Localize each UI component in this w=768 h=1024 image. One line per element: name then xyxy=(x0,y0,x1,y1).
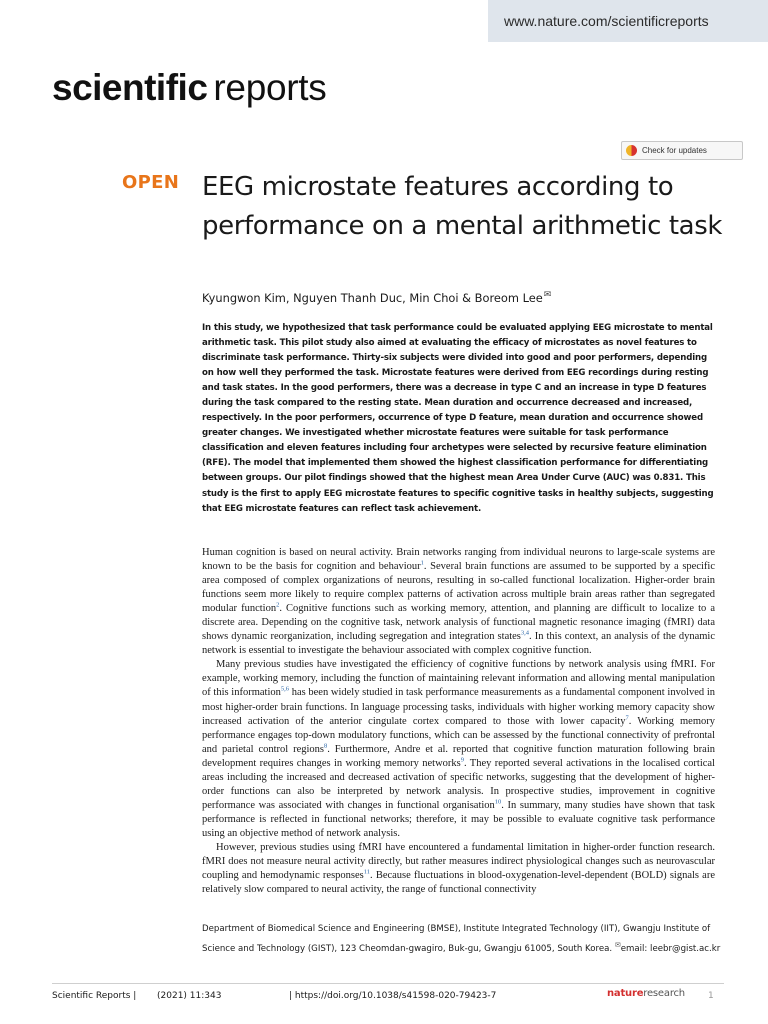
citation-link[interactable]: 9 xyxy=(460,756,464,764)
citation-link[interactable]: 8 xyxy=(324,742,328,750)
crossmark-icon xyxy=(626,145,637,156)
check-for-updates-button[interactable] xyxy=(621,141,743,160)
citation-link[interactable]: 1 xyxy=(420,559,424,567)
open-access-badge: OPEN xyxy=(122,172,180,193)
abstract: In this study, we hypothesized that task performance could be evaluated applying EEG microstate to mental arithmetic task. This pilot study also aimed at evaluating the efficacy of microstates as novel features to discriminate task performance. Thirty-six subjects were divided into good and poor performers, depending on how well they performed the task. Microstate features were derived from EEG recordings during resting and task states. In the good performers, there was a decrease in type C and an increase in type D features during the task compared to the resting state. Mean duration and occurrence decreased and increased, respectively. In the poor performers, occurrence of type D feature, mean duration and occurrence showed greater changes. We investigated whether microstate features were suitable for task performance classification and eleven features including four archetypes were selected by recursive feature elimination (RFE). The model that implemented them showed the highest classification performance for differentiating between groups. Our pilot findings showed that the highest mean Area Under Curve (AUC) was 0.831. This study is the first to apply EEG microstate features to specific cognitive tasks in healthy subjects, suggesting that EEG microstate features can reflect task achievement. xyxy=(202,323,714,514)
check-for-updates-label: Check for updates xyxy=(642,146,707,155)
body-paragraph-2: Many previous studies have investigated the efficiency of cognitive functions by network analysis using fMRI. For example, working memory, including the function of maintaining relevant information and allowing mental manipulation of this information$^{5,6}$ has been widely studied in task performance measurements as a fundamental component involved in most higher-order brain functions. In language processing tasks, individuals with higher working memory capacity show increased activation of the anterior cingulate cortex compared to those with lower capacity$^7$. Working memory performance engages top-down modulatory functions, which can be assessed by the functional connectivity of prefrontal and parietal control regions$^8$. Furthermore, Andre et al. reported that cognitive function maturation following brain development requires changes in working memory networks$^9$. They reported several activations in the localised cortical areas including the increased and decreased activation of specific networks, suggesting that the development of higher-order functions can also be interpreted by network analysis. In prospective studies, improvement in cognitive performance was associated with changes in functional organisation$^{10}$. In summary, many studies have shown that task performance is reflected in functional networks; therefore, it may be possible to evaluate cognitive task performance using an objective method of network analysis. xyxy=(202,659,716,839)
body-paragraph-1: Human cognition is based on neural activity. Brain networks ranging from individual neurons to large-scale systems are known to be the basis for cognition and behaviour$^1$. Several brain functions are assumed to be supported by a specific area composed of complex organizations of neurons, resulting in so-called functional localization. Higher-order brain functions seem more likely to require complex patterns of activation across multiple brain areas rather than segregated modular function$^2$. Cognitive functions such as working memory, attention, and planning are difficult to localize to a discrete area. Depending on the cognitive task, network analysis of functional magnetic resonance imaging (fMRI) data shows dynamic reorganization, including segregation and integration states$^{3,4}$. In this context, an analysis of the dynamic network is essential to investigate the behaviour associated with complex cognitive function. xyxy=(202,547,716,657)
url-banner xyxy=(488,0,768,42)
footer-divider xyxy=(52,983,724,984)
nature-research-logo[interactable] xyxy=(607,988,685,999)
brand-nature: nature xyxy=(607,988,644,999)
corresponding-email-link[interactable]: email: leebr@gist.ac.kr xyxy=(620,943,721,954)
citation-link[interactable]: 3,4 xyxy=(520,629,530,637)
citation-link[interactable]: 7 xyxy=(625,714,629,722)
journal-logo[interactable] xyxy=(52,66,326,110)
affiliation-text: Department of Biomedical Science and Engineering (BMSE), Institute Integrated Technology (IIT), Gwangju Institute of Science and Technology (GIST), 123 Cheomdan-gwagiro, Buk-gu, Gwangju 61005, South Korea. xyxy=(202,924,711,954)
article-title: EEG microstate features according to performance on a mental arithmetic task xyxy=(202,172,722,241)
citation-link[interactable]: 2 xyxy=(276,601,280,609)
envelope-icon[interactable]: ✉ xyxy=(543,290,552,300)
article-body xyxy=(202,546,715,897)
footer-volume: (2021) 11:343 xyxy=(157,991,222,1001)
author-names[interactable]: Kyungwon Kim, Nguyen Thanh Duc, Min Choi & Boreom Lee xyxy=(202,290,543,305)
logo-word-reports: reports xyxy=(213,67,327,108)
brand-research: research xyxy=(643,988,685,999)
body-paragraph-3: However, previous studies using fMRI have encountered a fundamental limitation in higher-order function research. fMRI does not measure neural activity directly, but rather measures indirect physiological changes such as neurovascular coupling and hemodynamic responses$^{11}$. Because fluctuations in blood-oxygenation-level-dependent (BOLD) signals are relatively slow compared to neural activity, the range of functional connectivity xyxy=(202,841,716,896)
page-number: 1 xyxy=(708,991,714,1001)
envelope-icon: ✉ xyxy=(614,940,621,949)
journal-url-link[interactable]: www.nature.com/scientificreports xyxy=(504,13,709,29)
citation-link[interactable]: 10 xyxy=(494,798,502,806)
footer-journal: Scientific Reports | xyxy=(52,991,137,1001)
footer-doi-link[interactable]: | https://doi.org/10.1038/s41598-020-79423-7 xyxy=(289,991,497,1001)
citation-link[interactable]: 5,6 xyxy=(280,685,289,693)
author-list xyxy=(202,290,551,305)
citation-link[interactable]: 11 xyxy=(363,868,371,876)
affiliation xyxy=(202,922,722,957)
logo-word-scientific: scientific xyxy=(52,67,208,108)
